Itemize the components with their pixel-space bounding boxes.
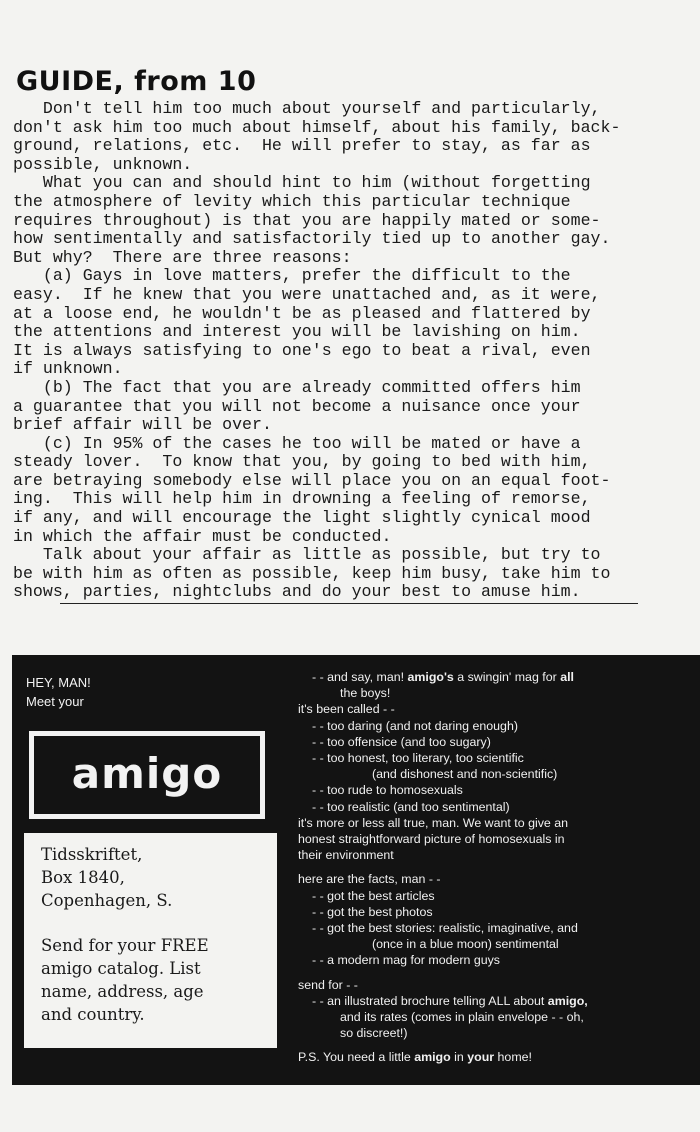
amigo-advertisement (12, 655, 700, 1085)
article-line: (b) The fact that you are already committed offers him (13, 377, 581, 397)
article-line: the atmosphere of levity which this particular technique (13, 191, 571, 211)
article-end-rule (60, 603, 638, 604)
article-line: if unknown. (13, 359, 123, 379)
ad-intro-line (298, 669, 693, 685)
ad-fact-item: - - got the best photos (312, 904, 433, 919)
article-line: a guarantee that you will not become a nuisance once your (13, 396, 581, 416)
article-line: be with him as often as possible, keep him busy, take him to (13, 563, 611, 583)
offer-line: Send for your FREE (41, 936, 209, 955)
article-line: shows, parties, nightclubs and do your best to amuse him. (13, 582, 581, 602)
ad-called-item: - - too realistic (and too sentimental) (312, 799, 510, 814)
ad-meet-line: Meet your (26, 694, 84, 709)
ad-called-item: - - too offensice (and too sugary) (312, 734, 491, 749)
article-line: requires throughout) is that you are happily mated or some- (13, 210, 601, 230)
ad-brand: amigo (414, 1050, 451, 1065)
ad-true-line: their environment (298, 848, 394, 863)
article-line: easy. If he knew that you were unattached and, as it were, (13, 284, 601, 304)
ad-fact-item: - - a modern mag for modern guys (312, 953, 501, 968)
offer-line: name, address, age (41, 982, 204, 1001)
ad-fact-cont: (once in a blue moon) sentimental (372, 937, 559, 952)
ad-text: P.S. You need a little (298, 1050, 415, 1065)
ad-called-item: - - too daring (and not daring enough) (312, 718, 518, 733)
ad-text: home! (494, 1050, 532, 1065)
ad-brand: amigo, (547, 993, 588, 1008)
article-line: Don't tell him too much about yourself and particularly, (13, 99, 601, 118)
ad-hey-line: HEY, MAN! (26, 675, 91, 690)
ad-text: - - an illustrated brochure telling ALL about (312, 993, 548, 1008)
offer-line: amigo catalog. List (41, 959, 201, 978)
article-line: the attentions and interest you will be lavishing on him. (13, 322, 581, 342)
ad-send-cont: and its rates (comes in plain envelope - - oh, (340, 1010, 584, 1025)
address-line: Tidsskriftet, (41, 845, 143, 864)
ad-true-line: honest straightforward picture of homosexuals in (298, 832, 565, 847)
article-line: What you can and should hint to him (without forgetting (13, 173, 591, 193)
ad-emphasis: your (467, 1050, 495, 1065)
address-line: Box 1840, (41, 868, 125, 887)
article-line: (a) Gays in love matters, prefer the difficult to the (13, 266, 571, 286)
address-line: Copenhagen, S. (41, 891, 173, 910)
ad-send-cont: so discreet!) (340, 1026, 408, 1041)
ad-called-item: - - too rude to homosexuals (312, 783, 463, 798)
article-line: if any, and will encourage the light slightly cynical mood (13, 508, 591, 528)
offer-line: and country. (41, 1005, 145, 1024)
article-line: steady lover. To know that you, by going to bed with him, (13, 452, 591, 472)
ad-right-column (298, 669, 693, 1066)
article-line: ground, relations, etc. He will prefer to stay, as far as (13, 136, 591, 156)
article-line: don't ask him too much about himself, about his family, back- (13, 117, 621, 137)
ad-fact-item: - - got the best stories: realistic, imaginative, and (312, 921, 578, 936)
article-body (13, 100, 688, 602)
ad-fact-item: - - got the best articles (312, 888, 435, 903)
article-line: Talk about your affair as little as possible, but try to (13, 545, 601, 565)
ad-text: in (450, 1050, 468, 1065)
ad-emphasis: all (560, 670, 574, 684)
ad-send-item (298, 993, 693, 1009)
ad-facts-heading: here are the facts, man - - (298, 872, 441, 887)
ad-postscript (298, 1049, 693, 1065)
ad-called-cont: (and dishonest and non-scientific) (372, 767, 558, 782)
ad-greeting (26, 673, 91, 711)
ad-text: - - and say, man! (312, 670, 408, 684)
article-line: in which the affair must be conducted. (13, 526, 392, 546)
article-line: ing. This will help him in drowning a feeling of remorse, (13, 489, 591, 509)
ad-true-line: it's more or less all true, man. We want to give an (298, 815, 569, 830)
article-line: (c) In 95% of the cases he too will be mated or have a (13, 433, 581, 453)
article-line: possible, unknown. (13, 154, 193, 174)
ad-called-heading: it's been called - - (298, 702, 395, 717)
article-line: how sentimentally and satisfactorily tied up to another gay. (13, 229, 611, 249)
ad-send-heading: send for - - (298, 977, 358, 992)
article-line: at a loose end, he wouldn't be as pleased and flattered by (13, 303, 591, 323)
article-line: are betraying somebody else will place you on an equal foot- (13, 470, 611, 490)
address-box (24, 833, 277, 1048)
amigo-logo: amigo (71, 748, 223, 798)
ad-intro-cont: the boys! (340, 686, 391, 701)
amigo-logo-box (29, 731, 265, 819)
article-line: But why? There are three reasons: (13, 247, 352, 267)
article-heading: GUIDE, from 10 (16, 66, 257, 97)
ad-left-column (12, 655, 280, 1085)
article-line: brief affair will be over. (13, 415, 272, 435)
ad-text: a swingin' mag for (453, 670, 561, 684)
article-line: It is always satisfying to one's ego to beat a rival, even (13, 340, 591, 360)
ad-called-item: - - too honest, too literary, too scientific (312, 751, 524, 766)
ad-brand: amigo's (407, 670, 454, 684)
